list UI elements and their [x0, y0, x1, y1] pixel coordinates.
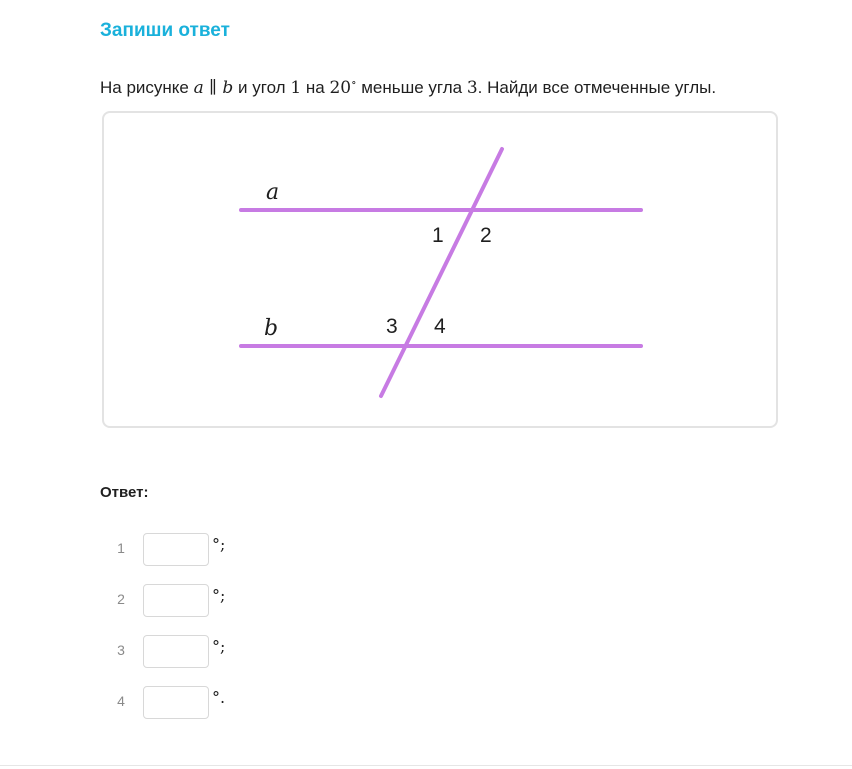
- answer-index: 4: [117, 693, 125, 709]
- answer-index: 1: [117, 540, 125, 556]
- answer-row-1: [100, 533, 300, 567]
- angle-2-label: 2: [480, 224, 492, 247]
- var-a: a: [193, 78, 204, 98]
- angle-3-label: 3: [386, 315, 398, 338]
- task-title: Запиши ответ: [100, 20, 230, 41]
- degree-suffix: °;: [212, 535, 226, 554]
- degree-suffix: °.: [212, 688, 226, 707]
- degree-suffix: °;: [212, 586, 226, 605]
- angle-1-ref: 1: [290, 78, 302, 98]
- answer-row-4: [100, 686, 300, 720]
- angle-4-label: 4: [434, 315, 446, 338]
- question-mid2: на: [301, 78, 330, 97]
- question-text: [100, 70, 716, 101]
- angle-3-ref: 3: [466, 78, 478, 98]
- angle-4-input[interactable]: [143, 686, 209, 719]
- angle-1-input[interactable]: [143, 533, 209, 566]
- figure-container: [102, 111, 778, 428]
- line-b-label: b: [264, 316, 279, 341]
- parallel-lines-figure: [104, 113, 776, 426]
- answer-label: Ответ:: [100, 484, 149, 501]
- angle-2-input[interactable]: [143, 584, 209, 617]
- degree-symbol: ∘: [351, 76, 357, 89]
- line-a-label: a: [266, 180, 280, 205]
- answer-index: 2: [117, 591, 125, 607]
- answer-row-3: [100, 635, 300, 669]
- transversal-line: [381, 149, 502, 396]
- var-b: b: [222, 78, 234, 98]
- question-suffix: . Найди все отмеченные углы.: [477, 78, 717, 97]
- question-prefix: На рисунке: [100, 78, 194, 97]
- angle-3-input[interactable]: [143, 635, 209, 668]
- bottom-divider: [0, 765, 852, 766]
- angle-1-label: 1: [432, 224, 444, 247]
- answer-row-2: [100, 584, 300, 618]
- question-mid1: и угол: [233, 78, 291, 97]
- difference-value: 20: [329, 78, 352, 98]
- parallel-symbol: ∥: [209, 78, 218, 98]
- question-mid3: меньше угла: [356, 78, 467, 97]
- degree-suffix: °;: [212, 637, 226, 656]
- answer-index: 3: [117, 642, 125, 658]
